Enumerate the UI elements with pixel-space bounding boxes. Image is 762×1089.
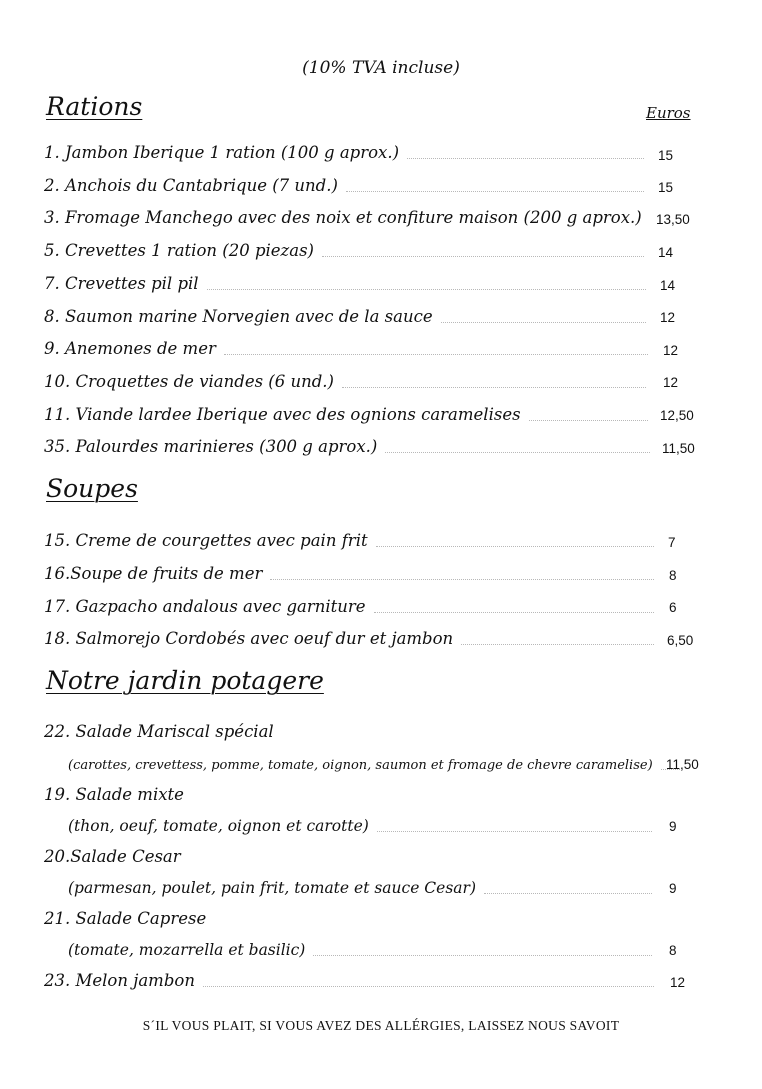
leader-dots xyxy=(376,545,654,547)
item-label: 8. Saumon marine Norvegien avec de la sauce xyxy=(44,307,433,326)
menu-item xyxy=(44,336,656,358)
menu-item xyxy=(44,434,658,456)
menu-item xyxy=(44,528,662,550)
leader-dots xyxy=(385,451,650,453)
item-price: 6 xyxy=(669,600,677,615)
menu-item xyxy=(44,626,662,648)
item-price: 9 xyxy=(669,819,677,834)
tva-note: (10% TVA incluse) xyxy=(302,58,460,78)
item-price: 13,50 xyxy=(656,212,690,227)
section-title-rations: Rations xyxy=(46,92,143,121)
item-label: 17. Gazpacho andalous avec garniture xyxy=(44,597,366,616)
menu-item xyxy=(44,719,644,741)
item-label: 19. Salade mixte xyxy=(44,785,184,804)
item-label: 23. Melon jambon xyxy=(44,971,195,990)
item-label: 21. Salade Caprese xyxy=(44,909,207,928)
item-price: 11,50 xyxy=(666,757,699,772)
item-label: 9. Anemones de mer xyxy=(44,339,216,358)
item-price: 14 xyxy=(660,278,676,293)
item-price: 15 xyxy=(658,148,674,163)
item-description xyxy=(68,937,660,959)
item-price: 12,50 xyxy=(660,408,694,423)
menu-item xyxy=(44,173,652,195)
leader-dots xyxy=(461,643,654,645)
item-price: 8 xyxy=(669,568,677,583)
item-price: 14 xyxy=(658,245,674,260)
leader-dots xyxy=(377,830,652,832)
item-price: 12 xyxy=(670,975,686,990)
item-label: 2. Anchois du Cantabrique (7 und.) xyxy=(44,176,338,195)
leader-dots xyxy=(441,321,646,323)
leader-dots xyxy=(374,611,654,613)
leader-dots xyxy=(484,892,652,894)
menu-item xyxy=(44,782,644,804)
menu-item xyxy=(44,271,654,293)
item-description xyxy=(68,813,660,835)
item-price: 11,50 xyxy=(662,441,695,456)
section-title-jardin: Notre jardin potagere xyxy=(46,666,324,695)
item-price: 7 xyxy=(668,535,676,550)
item-label: 15. Creme de courgettes avec pain frit xyxy=(44,531,368,550)
item-label: (parmesan, poulet, pain frit, tomate et sauce Cesar) xyxy=(68,879,476,897)
item-label: 5. Crevettes 1 ration (20 piezas) xyxy=(44,241,314,260)
item-description xyxy=(68,875,660,897)
menu-item xyxy=(44,968,662,990)
leader-dots xyxy=(203,985,654,987)
menu-item xyxy=(44,238,652,260)
item-price: 12 xyxy=(663,375,679,390)
leader-dots xyxy=(313,954,652,956)
item-label: 16.Soupe de fruits de mer xyxy=(44,564,263,583)
menu-item xyxy=(44,594,662,616)
leader-dots xyxy=(407,157,644,159)
leader-dots xyxy=(322,255,644,257)
menu-item xyxy=(44,402,656,424)
item-label: 1. Jambon Iberique 1 ration (100 g aprox.) xyxy=(44,143,400,162)
item-label: 18. Salmorejo Cordobés avec oeuf dur et jambon xyxy=(44,629,454,648)
menu-item xyxy=(44,844,644,866)
item-label: (thon, oeuf, tomate, oignon et carotte) xyxy=(68,817,369,835)
menu-item xyxy=(44,304,654,326)
item-label: 20.Salade Cesar xyxy=(44,847,181,866)
item-description xyxy=(68,751,688,773)
item-price: 15 xyxy=(658,180,674,195)
item-label: 35. Palourdes marinieres (300 g aprox.) xyxy=(44,437,378,456)
item-label: 22. Salade Mariscal spécial xyxy=(44,722,274,741)
item-price: 6,50 xyxy=(667,633,694,648)
item-label: 10. Croquettes de viandes (6 und.) xyxy=(44,372,334,391)
leader-dots xyxy=(224,353,648,355)
item-price: 12 xyxy=(660,310,676,325)
currency-label: Euros xyxy=(646,104,691,122)
menu-item xyxy=(44,140,652,162)
item-label: (carottes, crevettess, pomme, tomate, oignon, saumon et fromage de chevre caramelise) xyxy=(68,758,653,773)
allergy-notice: S´IL VOUS PLAIT, SI VOUS AVEZ DES ALLÉRGIES, LAISSEZ NOUS SAVOIT xyxy=(142,1018,620,1033)
leader-dots xyxy=(207,288,646,290)
item-label: (tomate, mozarrella et basilic) xyxy=(68,941,306,959)
item-price: 9 xyxy=(669,881,677,896)
menu-item xyxy=(44,906,644,928)
item-label: 11. Viande lardee Iberique avec des ognions caramelises xyxy=(44,405,521,424)
menu-item xyxy=(44,561,662,583)
item-label: 3. Fromage Manchego avec des noix et confiture maison (200 g aprox.) xyxy=(44,208,642,227)
menu-item xyxy=(44,369,654,391)
section-title-soupes: Soupes xyxy=(46,474,138,503)
item-price: 12 xyxy=(663,343,679,358)
item-price: 8 xyxy=(669,943,677,958)
leader-dots xyxy=(529,419,648,421)
menu-item xyxy=(44,205,652,227)
leader-dots xyxy=(270,578,654,580)
leader-dots xyxy=(342,386,646,388)
item-label: 7. Crevettes pil pil xyxy=(44,274,199,293)
leader-dots xyxy=(346,190,644,192)
